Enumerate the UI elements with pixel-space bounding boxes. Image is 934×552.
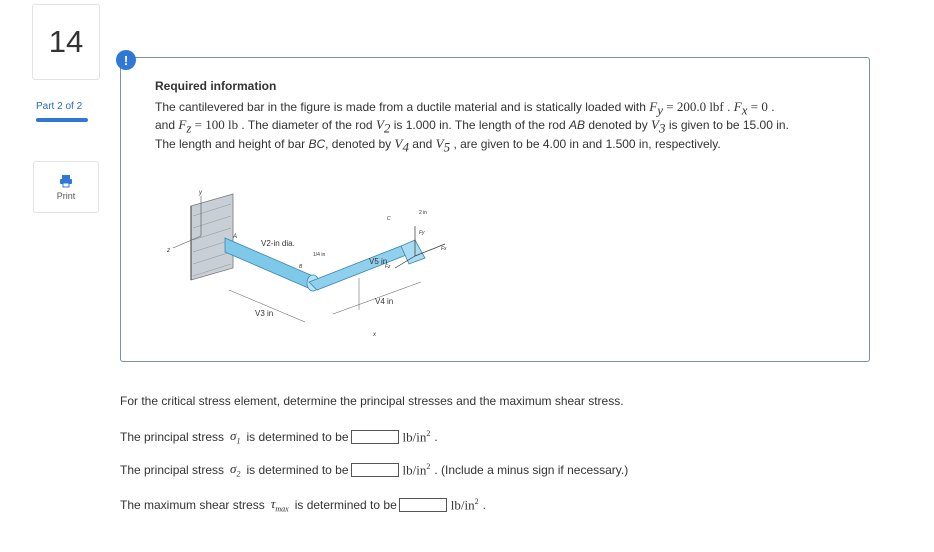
force-fy-label: Fy [419, 230, 425, 236]
question-number: 14 [48, 24, 84, 59]
force-fx-label: Fx [441, 246, 447, 252]
force-fz-label: Fz [385, 264, 391, 270]
dim-quarter-label: 1/4 in [313, 252, 326, 258]
print-button[interactable] [33, 161, 99, 213]
question-number-card[interactable] [32, 4, 100, 80]
dim-v2-label: V2-in dia. [261, 239, 295, 248]
required-info-panel [120, 57, 870, 362]
info-title: Required information [155, 79, 277, 93]
wall-support [191, 194, 233, 280]
alert-icon: ! [116, 50, 136, 70]
point-b-label: B [299, 264, 303, 270]
dim-v3-label: V3 in [255, 309, 274, 318]
question-sigma2-row: The principal stress $\sigma_2$ is determined to be $lb/in^2$ . (Include a minus sign if necessary.) [120, 461, 629, 479]
taumax-input[interactable] [399, 498, 447, 512]
sigma1-input[interactable] [351, 430, 399, 444]
axis-y-label: y [199, 190, 202, 196]
bar-c-end [401, 240, 425, 264]
question-sigma1-row: The principal stress $\sigma_1$ is determined to be $lb/in^2$ . [120, 428, 438, 446]
sigma2-input[interactable] [351, 463, 399, 477]
axis-x-label: x [373, 332, 376, 338]
info-text: The cantilevered bar in the figure is made from a ductile material and is statically loaded with $F_y = 200.0$ lbf . $F_x = 0$ . and $F_z = 100$ lb . The diameter of the rod $V_2$ is 1.000 in. The length of the rod AB denoted by $V_3$ is given to be 15.00 in. The length and height of bar BC, denoted by $V_4$ and $V_5$ , are given to be 4.00 in and 1.500 in, respectively. [155, 99, 789, 155]
dim-v5-label: V5 in [369, 257, 388, 266]
axis-z-label: z [167, 248, 170, 254]
dim-two-in-label: 2 in [419, 210, 428, 216]
question-intro: For the critical stress element, determine the principal stresses and the maximum shear stress. [120, 394, 624, 408]
point-a-label: A [233, 234, 238, 240]
question-taumax-row: The maximum shear stress $\tau_{max}$ is determined to be $lb/in^2$ . [120, 496, 486, 514]
dim-v4-label: V4 in [375, 297, 394, 306]
part-indicator: Part 2 of 2 [36, 101, 83, 112]
point-c-label: C [387, 216, 391, 222]
printer-icon [59, 174, 73, 188]
print-label: Print [56, 190, 76, 201]
part-progress-bar [36, 118, 88, 122]
cantilever-figure [163, 186, 463, 346]
